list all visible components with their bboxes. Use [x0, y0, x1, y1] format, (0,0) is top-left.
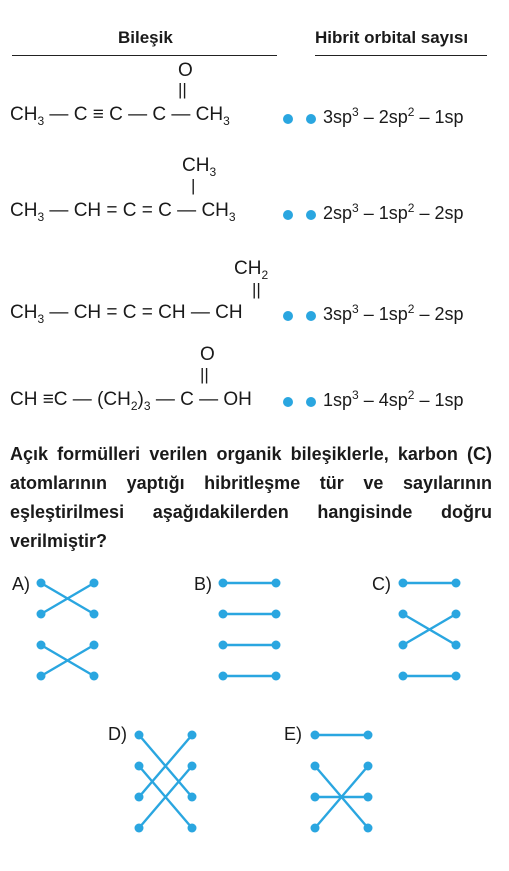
- right-dot: [364, 793, 373, 802]
- compound-3-double-bond: ||: [252, 280, 261, 299]
- left-dot: [311, 731, 320, 740]
- right-dot: [272, 672, 281, 681]
- hybrid-3: $3sp^3 - 1sp^2 - 2sp$: [323, 302, 464, 324]
- left-dot: [399, 610, 408, 619]
- option-c-label[interactable]: C): [372, 574, 391, 594]
- right-dot: [188, 731, 197, 740]
- right-dot: [188, 793, 197, 802]
- compound-3-formula: $CH_3$ — CH = C = CH — CH: [10, 302, 243, 326]
- option-d-diagram[interactable]: [136, 732, 196, 832]
- right-dot: [364, 731, 373, 740]
- left-dot: [399, 672, 408, 681]
- compound-header: Bileşik: [118, 28, 173, 47]
- option-a-diagram[interactable]: [38, 580, 98, 680]
- compound-2-formula: $CH_3$ — CH = C = C — $CH_3$: [10, 200, 236, 224]
- hybrid-4-dot: [306, 397, 316, 407]
- left-dot: [219, 641, 228, 650]
- right-dot: [272, 610, 281, 619]
- left-dot: [399, 579, 408, 588]
- left-dot: [37, 579, 46, 588]
- compound-4-formula: CH ≡C — $(CH_2)_3$ — C — OH: [10, 389, 252, 413]
- hybrid-1-dot: [306, 114, 316, 124]
- compound-2-dot: [283, 210, 293, 220]
- left-dot: [311, 793, 320, 802]
- option-d-label[interactable]: D): [108, 724, 127, 744]
- option-e-diagram[interactable]: [312, 732, 372, 832]
- left-dot: [219, 672, 228, 681]
- compound-4-dot: [283, 397, 293, 407]
- compound-header-rule: [12, 55, 277, 56]
- hybrid-1: $3sp^3 - 2sp^2 - 1sp$: [323, 105, 464, 127]
- left-dot: [311, 762, 320, 771]
- hybrid-4: $1sp^3 - 4sp^2 - 1sp$: [323, 388, 464, 410]
- right-dot: [188, 824, 197, 833]
- left-dot: [135, 824, 144, 833]
- left-dot: [219, 579, 228, 588]
- compound-4-oxygen: O: [200, 344, 215, 365]
- question-text: Açık formülleri verilen organik bileşiklerle, karbon (C) atomlarının yaptığı hibritleşme tür ve sayılarının eşleştirilmesi aşağıdakilerden hangisinde doğru verilmiştir?: [10, 444, 492, 551]
- right-dot: [452, 672, 461, 681]
- right-dot: [452, 579, 461, 588]
- right-dot: [90, 641, 99, 650]
- left-dot: [399, 641, 408, 650]
- left-dot: [37, 610, 46, 619]
- compound-1-double-bond: ||: [178, 80, 187, 99]
- hybrid-3-dot: [306, 311, 316, 321]
- option-e-label[interactable]: E): [284, 724, 302, 744]
- option-b-diagram[interactable]: [220, 580, 280, 680]
- right-dot: [272, 641, 281, 650]
- right-dot: [90, 579, 99, 588]
- option-b-label[interactable]: B): [194, 574, 212, 594]
- right-dot: [188, 762, 197, 771]
- left-dot: [135, 762, 144, 771]
- compound-3-methylene: $CH_2$: [234, 258, 269, 282]
- left-dot: [135, 793, 144, 802]
- option-c-diagram[interactable]: [400, 580, 460, 680]
- right-dot: [272, 579, 281, 588]
- right-dot: [90, 672, 99, 681]
- compound-4-double-bond: ||: [200, 365, 209, 384]
- right-dot: [364, 762, 373, 771]
- compound-3-dot: [283, 311, 293, 321]
- right-dot: [364, 824, 373, 833]
- hybrid-header: Hibrit orbital sayısı: [315, 28, 469, 47]
- compound-2-single-bond: |: [191, 176, 196, 195]
- hybrid-2: $2sp^3 - 1sp^2 - 2sp$: [323, 201, 464, 223]
- hybrid-header-rule: [315, 55, 487, 56]
- hybrid-2-dot: [306, 210, 316, 220]
- right-dot: [452, 610, 461, 619]
- left-dot: [311, 824, 320, 833]
- option-a-label[interactable]: A): [12, 574, 30, 594]
- left-dot: [219, 610, 228, 619]
- left-dot: [37, 641, 46, 650]
- right-dot: [90, 610, 99, 619]
- compound-1-dot: [283, 114, 293, 124]
- compound-2-methyl: $CH_3$: [182, 155, 217, 179]
- left-dot: [135, 731, 144, 740]
- compound-1-formula: $CH_3$ — C ≡ C — C — $CH_3$: [10, 104, 230, 128]
- compound-1-oxygen: O: [178, 60, 193, 81]
- left-dot: [37, 672, 46, 681]
- right-dot: [452, 641, 461, 650]
